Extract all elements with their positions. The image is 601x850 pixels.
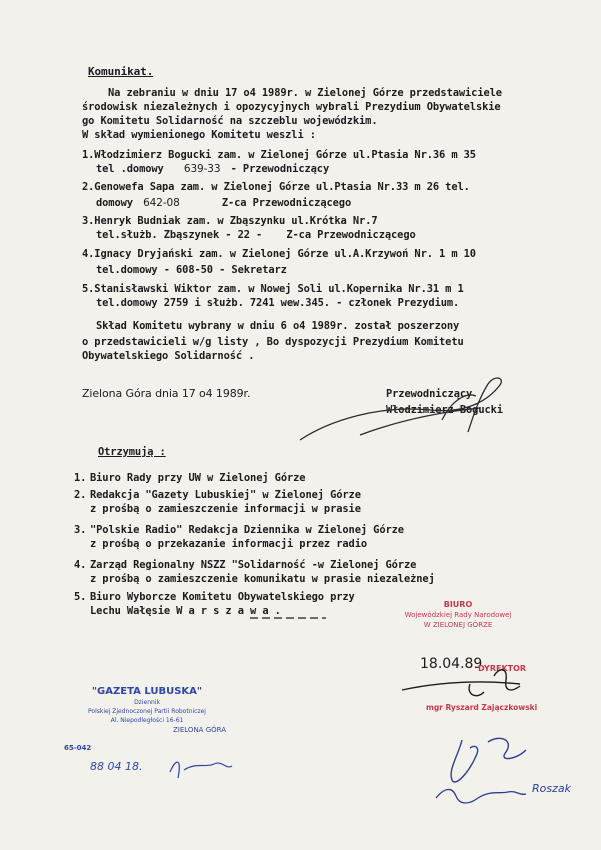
member-1-line-1: 1.Włodzimierz Bogucki zam. w Zielonej Górze ul.Ptasia Nr.36 m 35 [82,149,476,161]
member-1-phone-label: tel .domowy [96,163,164,175]
date-line: Zielona Góra dnia 17 o4 1989r. [82,387,251,400]
recipient-1-line-1: Biuro Rady przy UW w Zielonej Górze [90,472,306,484]
member-3-line-1: 3.Henryk Budniak zam. w Zbąszynku ul.Krótka Nr.7 [82,215,378,227]
member-1-role: - Przewodniczący [230,163,330,175]
recipient-3-line-1: "Polskie Radio" Redakcja Dziennika w Zielonej Górze [90,524,404,536]
signature-name: Włodzimierz Bogucki [386,404,503,416]
signature-title: Przewodniczący [386,388,473,400]
stamp-gazeta-name: "GAZETA LUBUSKA" [91,686,203,697]
bottom-handwritten-name: Roszak [532,782,571,795]
stamp-gazeta-handwritten-date: 88 04 18. [90,760,143,773]
member-3-role: Z-ca Przewodniczącego [286,229,416,241]
extension-line-3: Obywatelskiego Solidarność . [82,350,255,362]
intro-line-1: Na zebraniu w dniu 17 o4 1989r. w Zielonej Górze przedstawiciele [108,87,502,99]
stamp-gazeta-postcode: 65-042 [64,744,92,752]
recipient-2-line-2: z prośbą o zamieszczenie informacji w prasie [90,503,361,515]
member-4-line-1: 4.Ignacy Dryjański zam. w Zielonej Górze ul.A.Krzywoń Nr. 1 m 10 [82,248,476,260]
recipient-2-line-1: Redakcja "Gazety Lubuskiej" w Zielonej Górze [90,489,361,501]
recipient-5-line-2: Lechu Wałęsie W a r s z a w a . [90,605,281,617]
member-2-line-1: 2.Genowefa Sapa zam. w Zielonej Górze ul.Ptasia Nr.33 m 26 tel. [82,181,470,193]
extension-line-2: o przedstawicieli w/g listy , Bo dyspozycji Prezydium Komitetu [82,336,464,348]
stamp-gazeta-line-4: ZIELONA GÓRA [173,726,226,734]
recipient-3-number: 3. [74,524,87,536]
recipient-2-number: 2. [74,489,87,501]
stamp-dyrektor-title: DYREKTOR [478,664,527,673]
stamp-gazeta-line-3: Al. Niepodległości 16-61 [110,717,184,724]
intro-line-4: W skład wymienionego Komitetu weszli : [82,129,316,141]
stamp-biuro-line-3: W ZIELONEJ GÓRZE [423,621,493,629]
intro-line-3: go Komitetu Solidarność na szczeblu wojewódzkim. [82,115,378,127]
recipient-3-line-2: z prośbą o przekazanie informacji przez radio [90,538,368,550]
recipient-4-line-2: z prośbą o zamieszczenie komunikatu w prasie niezależnej [90,573,435,585]
stamp-biuro-line-1: BIURO [443,600,473,609]
member-1-phone: 639-33 [183,163,221,175]
recipient-4-number: 4. [74,559,87,571]
recipient-1-number: 1. [74,472,87,484]
document-title: Komunikat. [88,65,154,78]
stamp-biuro-line-2: Wojewódzkiej Rady Narodowej [404,611,512,619]
member-2-phone-label: domowy [96,197,133,209]
extension-line-1: Skład Komitetu wybrany w dniu 6 o4 1989r. został poszerzony [96,320,460,332]
stamp-dyrektor-name: mgr Ryszard Zajączkowski [426,703,538,712]
recipient-4-line-1: Zarząd Regionalny NSZZ "Solidarność -w Zielonej Górze [90,559,417,571]
member-2-phone: 642-08 [143,197,180,209]
recipients-heading: Otrzymują : [98,446,166,458]
member-3-phone-label: tel.służb. Zbąszynek - 22 - [96,229,263,241]
stamp-gazeta-line-2: Polskiej Zjednoczonej Partii Robotniczej [88,708,206,715]
intro-line-2: środowisk niezależnych i opozycyjnych wybrali Prezydium Obywatelskie [82,101,501,113]
recipient-5-number: 5. [74,591,87,603]
member-5-line-2: tel.domowy 2759 i służb. 7241 wew.345. - członek Prezydium. [96,297,460,309]
recipient-5-line-1: Biuro Wyborcze Komitetu Obywatelskiego przy [90,591,355,603]
member-4-line-2: tel.domowy - 608-50 - Sekretarz [96,264,287,276]
member-2-role: Z-ca Przewodniczącego [221,197,352,209]
stamp-gazeta-line-1: Dziennik [134,699,160,706]
member-5-line-1: 5.Stanisławski Wiktor zam. w Nowej Soli ul.Kopernika Nr.31 m 1 [82,283,464,295]
stamp-dyrektor-date: 18.04.89 [420,656,483,672]
